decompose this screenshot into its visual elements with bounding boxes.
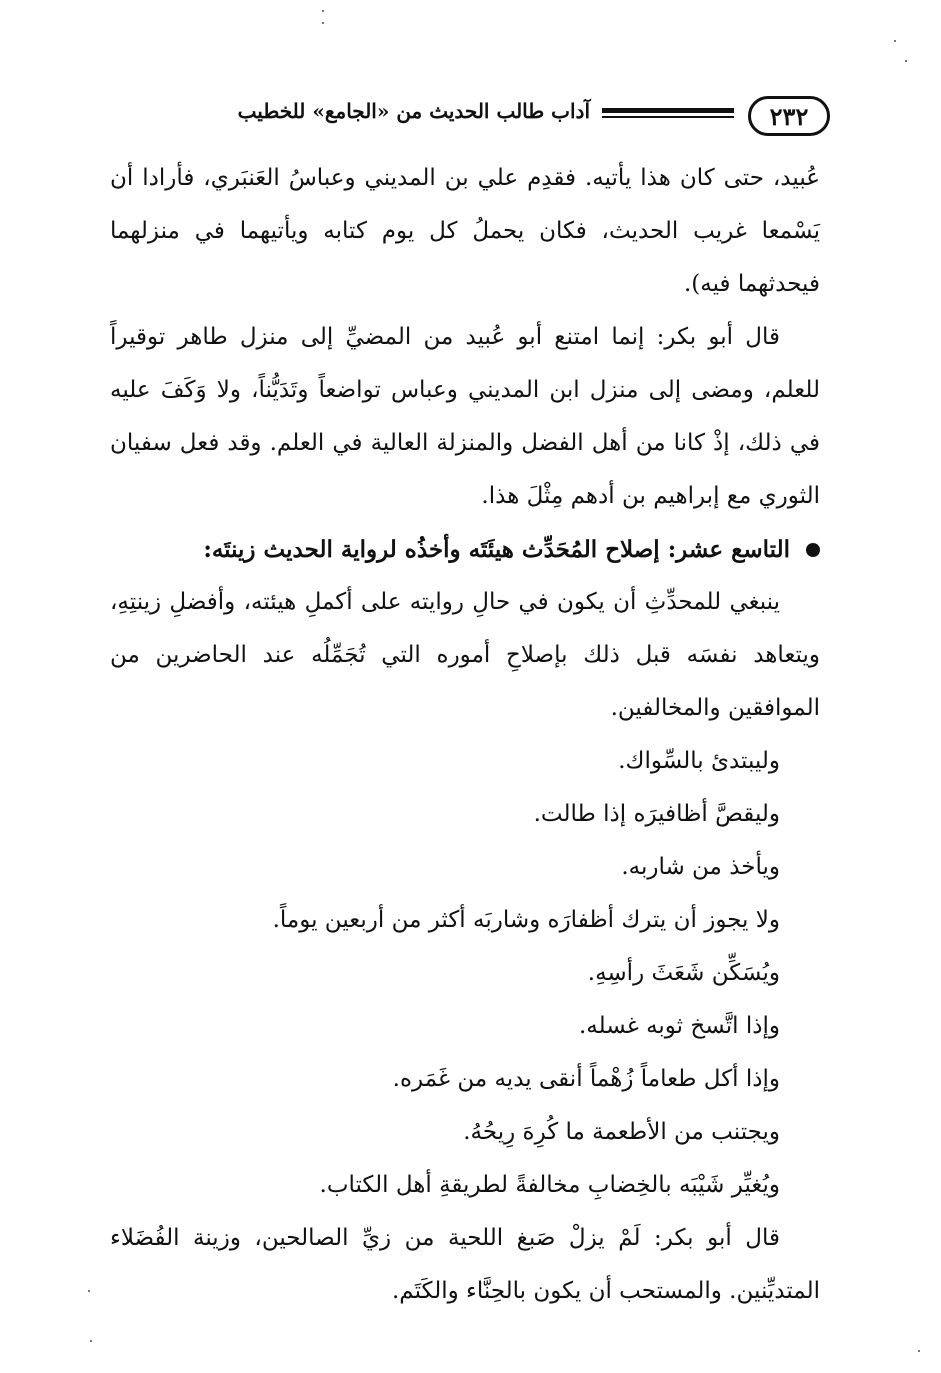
scan-speck bbox=[905, 60, 907, 62]
section-heading-text: التاسع عشر: إصلاح المُحَدِّث هيئَتَه وأخذُه لرواية الحديث زينتَه: bbox=[203, 536, 790, 563]
page-number: ٢٣٢ bbox=[748, 96, 830, 136]
scan-speck bbox=[88, 1290, 90, 1292]
scan-speck bbox=[90, 1340, 92, 1342]
paragraph: قال أبو بكر: لَمْ يزلْ صَبغ اللحية من زيِّ الصالحين، وزينة الفُضَلاء المتديِّنين. والمستحب أن يكون بالحِنَّاء والكَتَم. bbox=[110, 1225, 820, 1304]
list-item: ولا يجوز أن يترك أظفارَه وشاربَه أكثر من أربعين يوماً. bbox=[272, 907, 780, 933]
header-rule bbox=[602, 108, 734, 120]
bullet-icon bbox=[806, 543, 820, 557]
running-title: آداب طالب الحديث من «الجامع» للخطيب bbox=[237, 99, 590, 123]
list-item: وليقصَّ أظافيرَه إذا طالت. bbox=[533, 801, 780, 827]
list-item: ويأخذ من شاربه. bbox=[621, 854, 780, 880]
scan-speck bbox=[918, 1350, 920, 1352]
paragraph: عُبيد، حتى كان هذا يأتيه. فقدِم علي بن المديني وعباسُ العَنبَري، فأرادا أن يَسْمعا غريب الحديث، فكان يحملُ كل يوم كتابه ويأتيهما في منزلهما فيحدثهما فيه). bbox=[110, 165, 820, 297]
paragraph: قال أبو بكر: إنما امتنع أبو عُبيد من المضيِّ إلى منزل طاهر توقيراً للعلم، ومضى إلى منزل ابن المديني وعباس تواضعاً وتَدَيُّناً، ولا وَكَفَ عليه في ذلك، إذْ كانا من أهل الفضل والمنزلة العالية في العلم. وقد فعل سفيان الثوري مع إبراهيم بن أدهم مِثْلَ هذا. bbox=[110, 324, 820, 509]
scan-speck bbox=[894, 40, 896, 42]
list-item: وإذا اتَّسخ ثوبه غسله. bbox=[578, 1013, 780, 1039]
list-item: وليبتدئ بالسِّواك. bbox=[618, 748, 780, 774]
paragraph: ينبغي للمحدِّثِ أن يكون في حالِ روايته على أكملِ هيئته، وأفضلِ زينتِهِ، ويتعاهد نفسَه قبل ذلك بإصلاحِ أموره التي تُجَمِّلُه عند الحاضرين من الموافقين والمخالفين. bbox=[110, 589, 820, 721]
page-header bbox=[100, 96, 840, 140]
list-item: ويُسَكِّن شَعَثَ رأسِهِ. bbox=[587, 960, 780, 986]
list-item: وإذا أكل طعاماً زُهْماً أنقى يديه من غَمَره. bbox=[392, 1066, 780, 1092]
list-item: ويُغيِّر شَيْبَه بالخِضابِ مخالفةً لطريقةِ أهل الكتاب. bbox=[319, 1172, 780, 1198]
page-body bbox=[110, 152, 820, 1318]
list-item: ويجتنب من الأطعمة ما كُرِهَ رِيحُهُ. bbox=[463, 1119, 780, 1145]
section-heading bbox=[110, 523, 820, 576]
scan-speck bbox=[322, 22, 324, 24]
scan-speck bbox=[322, 10, 324, 12]
